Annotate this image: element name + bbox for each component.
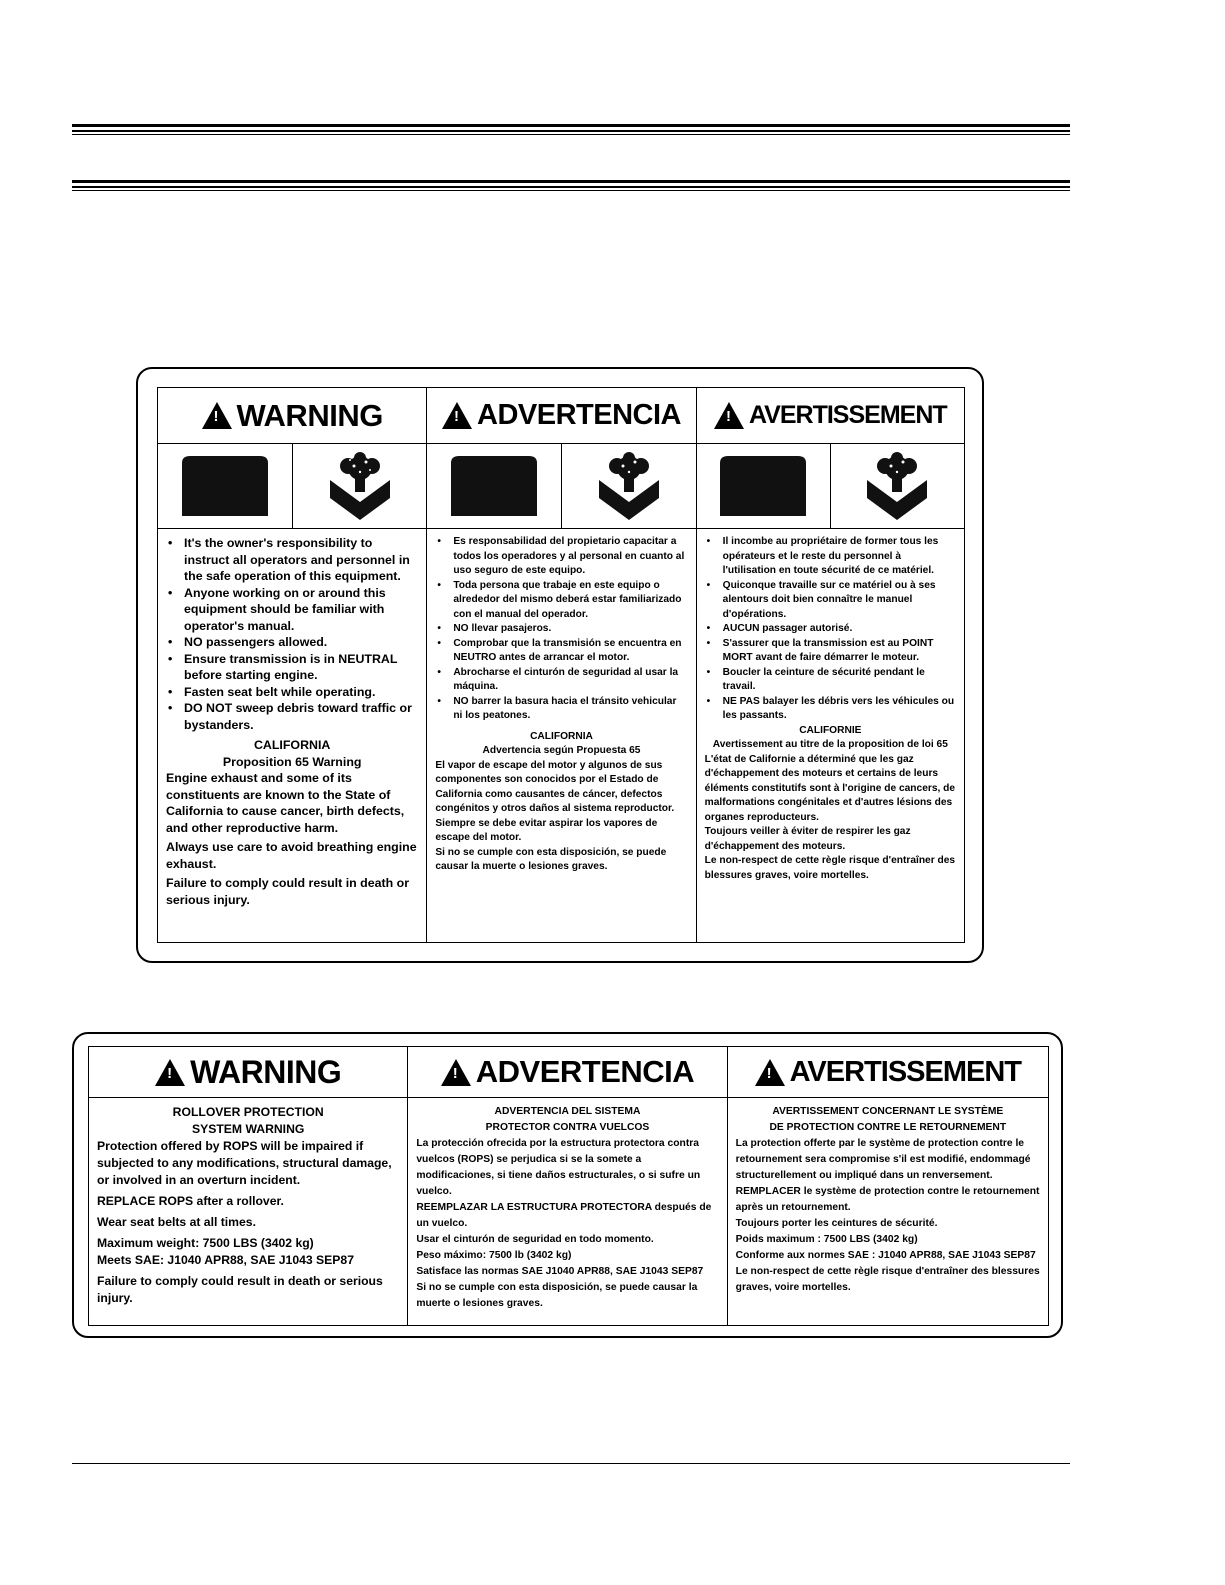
decal2-column-english [89, 1047, 408, 1325]
section-title: CALIFORNIA [530, 730, 593, 742]
warning-heading: ! WARNING [158, 388, 426, 444]
hazard-icons-row [427, 444, 695, 529]
paragraph: Si no se cumple con esta disposición, se puede causar la muerte o lesiones graves. [435, 846, 667, 872]
list-item: • Toda persona que trabaje en este equipo o alrededor del mismo deberá estar familiarizado con el manual del operador. [435, 579, 687, 623]
hazard-icons-row [158, 444, 426, 529]
list-item: • Il incombe au propriétaire de former tous les opérateurs et le reste du personnel à l'utilisation en toute sécurité de ce matériel. [705, 535, 956, 579]
list-item: • NO llevar pasajeros. [435, 622, 687, 637]
avertissement-heading: ! AVERTISSEMENT [728, 1047, 1048, 1098]
alert-triangle-icon [441, 1059, 471, 1086]
paragraph: REMPLACER le système de protection contre le retournement après un retournement. [735, 1186, 1040, 1213]
section-subtitle: Advertencia según Propuesta 65 [482, 745, 641, 756]
paragraph: Le non-respect de cette règle risque d'entraîner des blessures graves, voire mortelles. [735, 1266, 1040, 1293]
paragraph: Toujours veiller à éviter de respirer les gaz d'échappement des moteurs. [704, 826, 911, 852]
explosion-hazard-icon [324, 452, 396, 520]
paragraph: Always use care to avoid breathing engine exhaust. [166, 840, 417, 871]
list-item: • DO NOT sweep debris toward traffic or bystanders. [166, 700, 418, 733]
avertissement-heading: ! AVERTISSEMENT [697, 388, 964, 444]
section-title: SYSTEM WARNING [191, 1122, 305, 1136]
section-title: ADVERTENCIA DEL SISTEMA [494, 1106, 641, 1117]
paragraph: Wear seat belts at all times. [97, 1215, 256, 1229]
explosion-hazard-icon [593, 452, 665, 520]
engine-exhaust-icon [718, 455, 808, 517]
engine-exhaust-icon [180, 455, 270, 517]
paragraph: Maximum weight: 7500 LBS (3402 kg) Meets SAE: J1040 APR88, SAE J1043 SEP87 [97, 1236, 354, 1267]
section-subtitle: Avertissement au titre de la proposition de loi 65 [712, 739, 948, 750]
paragraph: La protección ofrecida por la estructura protectora contra vuelcos (ROPS) se perjudica si se la somete a modificaciones, si tiene daños estructurales, o si sufre un vuelco. [416, 1138, 701, 1197]
list-item: • Abrocharse el cinturón de seguridad al usar la máquina. [435, 666, 687, 695]
list-item: • Anyone working on or around this equipment should be familiar with operator's manual. [166, 585, 418, 635]
list-item: • Boucler la ceinture de sécurité pendant le travail. [705, 666, 956, 695]
header-rule-bottom [72, 180, 1070, 191]
list-item: • Es responsabilidad del propietario capacitar a todos los operadores y al personal en cuanto al uso seguro de este equipo. [435, 535, 687, 579]
advertencia-heading: ! ADVERTENCIA [408, 1047, 726, 1098]
paragraph: Failure to comply could result in death or serious injury. [166, 876, 410, 907]
warning-heading: ! WARNING [89, 1047, 407, 1098]
paragraph: REEMPLAZAR LA ESTRUCTURA PROTECTORA después de un vuelco. [416, 1202, 712, 1229]
section-title: AVERTISSEMENT CONCERNANT LE SYSTÈME [772, 1106, 1004, 1117]
alert-triangle-icon [202, 402, 232, 429]
engine-warning-decal [136, 367, 984, 963]
list-item: • NO barrer la basura hacia el tránsito vehicular ni los peatones. [435, 695, 687, 724]
list-item: • Comprobar que la transmisión se encuentra en NEUTRO antes de arrancar el motor. [435, 637, 687, 666]
explosion-hazard-icon [861, 452, 933, 520]
section-title: CALIFORNIA [253, 738, 331, 752]
list-item: • Quiconque travaille sur ce matériel ou à ses alentours doit bien connaître le manuel d'opérations. [705, 579, 956, 623]
paragraph: Conforme aux normes SAE : J1040 APR88, SAE J1043 SEP87 [735, 1250, 1036, 1261]
section-title: DE PROTECTION CONTRE LE RETOURNEMENT [769, 1122, 1007, 1133]
decal1-column-english [158, 388, 427, 942]
paragraph: L'état de Californie a déterminé que les gaz d'échappement des moteurs et certains de leurs éléments constitutifs sont à l'origine de cancers, de malformations congénitales et d'autres lésions des organes reproducteurs. [704, 753, 956, 823]
decal2-english-body [89, 1098, 407, 1311]
list-item: • NE PAS balayer les débris vers les véhicules ou les passants. [705, 695, 956, 724]
paragraph: Usar el cinturón de seguridad en todo momento. [416, 1234, 654, 1245]
paragraph: Failure to comply could result in death or serious injury. [97, 1274, 383, 1305]
section-title: PROTECTOR CONTRA VUELCOS [485, 1122, 650, 1133]
paragraph: Le non-respect de cette règle risque d'entraîner des blessures graves, voire mortelles. [704, 855, 956, 881]
decal2-column-french [728, 1047, 1048, 1325]
decal1-english-body [158, 529, 426, 912]
paragraph: REPLACE ROPS after a rollover. [97, 1194, 284, 1208]
alert-triangle-icon [755, 1059, 785, 1086]
paragraph: La protection offerte par le système de protection contre le retournement sera compromise s'il est modifié, endommagé structurellement ou impliqué dans un renversement. [735, 1138, 1031, 1181]
paragraph: Protection offered by ROPS will be impaired if subjected to any modifications, structural damage, or involved in an overturn incident. [97, 1139, 392, 1187]
decal1-french-body [697, 529, 964, 887]
rops-warning-decal [72, 1032, 1063, 1338]
alert-triangle-icon [155, 1059, 185, 1086]
section-title: ROLLOVER PROTECTION [172, 1105, 324, 1119]
engine-exhaust-icon [449, 455, 539, 517]
list-item: • Fasten seat belt while operating. [166, 684, 418, 701]
paragraph: Satisface las normas SAE J1040 APR88, SAE J1043 SEP87 [416, 1266, 704, 1277]
decal1-column-french [697, 388, 964, 942]
decal2-spanish-body [408, 1098, 726, 1316]
decal1-spanish-body [427, 529, 695, 879]
decal1-column-spanish [427, 388, 696, 942]
section-subtitle: Proposition 65 Warning [222, 754, 362, 769]
decal2-french-body [728, 1098, 1048, 1300]
paragraph: Engine exhaust and some of its constituents are known to the State of California to cause cancer, birth defects, and other reproductive harm. [166, 771, 405, 835]
list-item: • S'assurer que la transmission est au POINT MORT avant de faire démarrer le moteur. [705, 637, 956, 666]
header-rule-top [72, 124, 1070, 135]
decal2-column-spanish [408, 1047, 727, 1325]
section-title: CALIFORNIE [799, 724, 862, 736]
list-item: • AUCUN passager autorisé. [705, 622, 956, 637]
paragraph: Poids maximum : 7500 LBS (3402 kg) [735, 1234, 918, 1245]
alert-triangle-icon [714, 402, 744, 429]
list-item: • NO passengers allowed. [166, 634, 418, 651]
list-item: • It's the owner's responsibility to instruct all operators and personnel in the safe operation of this equipment. [166, 535, 418, 585]
paragraph: Siempre se debe evitar aspirar los vapores de escape del motor. [435, 817, 658, 843]
advertencia-heading: ! ADVERTENCIA [427, 388, 695, 444]
paragraph: El vapor de escape del motor y algunos de sus componentes son conocidos por el Estado de California como causantes de cáncer, defectos congénitos y otros daños al sistema reproductor. [435, 759, 675, 814]
footer-rule [72, 1463, 1070, 1464]
alert-triangle-icon [442, 402, 472, 429]
hazard-icons-row [697, 444, 964, 529]
paragraph: Si no se cumple con esta disposición, se puede causar la muerte o lesiones graves. [416, 1282, 698, 1309]
paragraph: Peso máximo: 7500 lb (3402 kg) [416, 1250, 572, 1261]
paragraph: Toujours porter les ceintures de sécurité. [735, 1218, 938, 1229]
list-item: • Ensure transmission is in NEUTRAL before starting engine. [166, 651, 418, 684]
